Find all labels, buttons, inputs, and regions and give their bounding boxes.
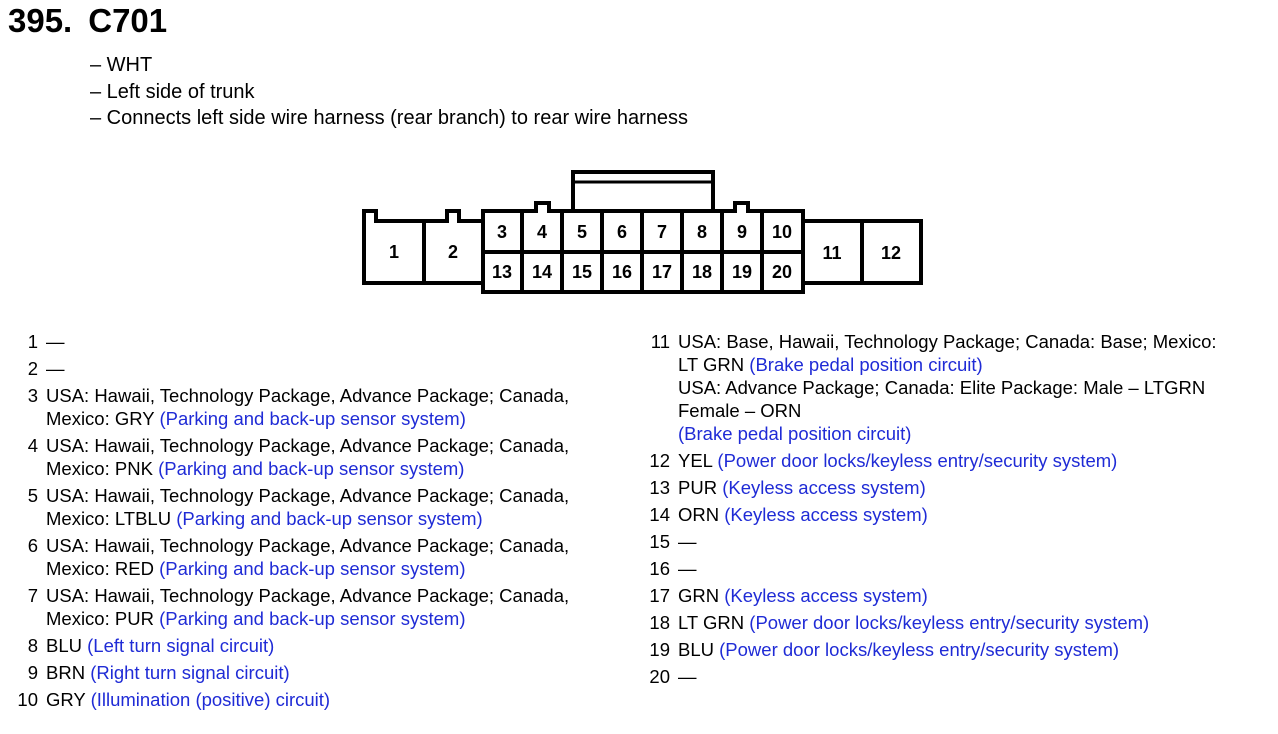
pin-entry-10 [8, 688, 638, 711]
wire-info: — [678, 531, 697, 552]
pin-number: 19 [649, 639, 670, 660]
cavity-8: 8 [696, 222, 708, 242]
wire-info: — [46, 358, 65, 379]
pin-description [678, 611, 1276, 634]
cavity-11: 11 [822, 243, 842, 263]
pin-entry-7 [8, 584, 638, 630]
pin-description [46, 584, 638, 630]
pin-description-line [46, 407, 638, 430]
wire-info: Female – ORN [678, 400, 802, 421]
wire-info: Mexico: GRY [46, 408, 160, 429]
pin-entry-14 [640, 503, 1276, 526]
pin-number: 3 [27, 385, 38, 406]
pin-number: 11 [650, 331, 670, 352]
cavity-6: 6 [616, 222, 628, 242]
pin-description-line [678, 611, 1276, 634]
wire-info: — [46, 331, 65, 352]
pin-description [46, 688, 638, 711]
pin-number: 10 [17, 689, 38, 710]
wire-info: Mexico: LTBLU [46, 508, 177, 529]
pin-list-left [8, 330, 638, 715]
pin-description-line [46, 434, 638, 457]
pin-number: 18 [649, 612, 670, 633]
circuit-name: (Brake pedal position circuit) [678, 423, 912, 444]
wire-info: PUR [678, 477, 723, 498]
pin-description-line [678, 665, 1276, 688]
wire-info: — [678, 558, 697, 579]
pin-description [46, 534, 638, 580]
circuit-name: (Right turn signal circuit) [90, 662, 290, 683]
pin-entry-19 [640, 638, 1276, 661]
circuit-name: (Keyless access system) [724, 585, 928, 606]
cavity-10: 10 [771, 222, 793, 242]
pin-description-line [46, 457, 638, 480]
pin-entry-18 [640, 611, 1276, 634]
connector-id: C701 [88, 2, 168, 39]
pin-number: 13 [649, 477, 670, 498]
pin-description-line [46, 607, 638, 630]
pin-description [46, 434, 638, 480]
circuit-name: (Parking and back-up sensor system) [159, 408, 466, 429]
pin-description-line [678, 530, 1276, 553]
pin-entry-3 [8, 384, 638, 430]
pin-description-line [678, 330, 1276, 353]
pin-description-line [678, 353, 1276, 376]
cavity-2: 2 [447, 242, 459, 262]
pin-entry-8 [8, 634, 638, 657]
pin-description [46, 484, 638, 530]
pin-number: 1 [27, 331, 38, 352]
pin-description-line [46, 534, 638, 557]
pin-number: 17 [649, 585, 670, 606]
pin-description-line [678, 399, 1276, 422]
pin-description-line [678, 503, 1276, 526]
circuit-name: (Keyless access system) [722, 477, 926, 498]
pin-description-line [46, 507, 638, 530]
circuit-name: (Power door locks/keyless entry/security system) [749, 612, 1150, 633]
circuit-name: (Power door locks/keyless entry/security system) [719, 639, 1120, 660]
pin-entry-20 [640, 665, 1276, 688]
circuit-name: (Power door locks/keyless entry/security system) [717, 450, 1118, 471]
pin-description-line [678, 584, 1276, 607]
cavity-20: 20 [771, 262, 793, 282]
wire-info: BRN [46, 662, 91, 683]
pin-description [678, 476, 1276, 499]
wire-info: — [678, 666, 697, 687]
pin-entry-11 [640, 330, 1276, 445]
wire-info: BLU [678, 639, 720, 660]
wire-info: USA: Hawaii, Technology Package, Advance Package; Canada, [46, 535, 570, 556]
pin-entry-16 [640, 557, 1276, 580]
pin-description-line [46, 584, 638, 607]
pin-description-line [46, 357, 638, 380]
pin-description-line [678, 557, 1276, 580]
cavity-13: 13 [491, 262, 513, 282]
pin-description-line [46, 330, 638, 353]
pin-description-line [678, 422, 1276, 445]
circuit-name: (Keyless access system) [724, 504, 928, 525]
pin-entry-12 [640, 449, 1276, 472]
pin-description [46, 661, 638, 684]
pin-number: 8 [27, 635, 38, 656]
cavity-12: 12 [880, 243, 902, 263]
pin-description-line [46, 688, 638, 711]
connector-latch [573, 172, 713, 211]
pin-entry-13 [640, 476, 1276, 499]
wire-info: Mexico: RED [46, 558, 160, 579]
wire-info: USA: Hawaii, Technology Package, Advance Package; Canada, [46, 485, 570, 506]
pin-description-line [678, 376, 1276, 399]
pin-description [678, 584, 1276, 607]
pin-entry-4 [8, 434, 638, 480]
circuit-name: (Left turn signal circuit) [87, 635, 275, 656]
pin-description-line [46, 557, 638, 580]
wire-info: USA: Hawaii, Technology Package, Advance Package; Canada, [46, 435, 570, 456]
cavity-15: 15 [571, 262, 593, 282]
pin-entry-6 [8, 534, 638, 580]
cavity-16: 16 [611, 262, 633, 282]
pin-description [678, 530, 1276, 553]
pin-number: 7 [27, 585, 38, 606]
pin-number: 12 [649, 450, 670, 471]
pin-number: 15 [649, 531, 670, 552]
wire-info: USA: Hawaii, Technology Package, Advance Package; Canada, [46, 385, 570, 406]
pin-description-line [678, 638, 1276, 661]
circuit-name: (Parking and back-up sensor system) [159, 608, 466, 629]
cavity-9: 9 [736, 222, 748, 242]
pin-list-right [640, 330, 1276, 692]
pin-description-line [678, 476, 1276, 499]
circuit-name: (Illumination (positive) circuit) [90, 689, 331, 710]
pin-description-line [46, 484, 638, 507]
wire-info: USA: Base, Hawaii, Technology Package; Canada: Base; Mexico: [678, 331, 1217, 352]
pin-number: 20 [649, 666, 670, 687]
cavity-5: 5 [576, 222, 588, 242]
pin-description [678, 665, 1276, 688]
pin-number: 6 [27, 535, 38, 556]
pin-description [46, 330, 638, 353]
connector-location: – Left side of trunk [90, 80, 255, 103]
cavity-1: 1 [388, 242, 400, 262]
cavity-18: 18 [691, 262, 713, 282]
pin-description [678, 449, 1276, 472]
wire-info: LT GRN [678, 354, 750, 375]
circuit-name: (Parking and back-up sensor system) [158, 458, 465, 479]
wire-info: USA: Hawaii, Technology Package, Advance Package; Canada, [46, 585, 570, 606]
cavity-17: 17 [651, 262, 673, 282]
circuit-name: (Brake pedal position circuit) [749, 354, 983, 375]
pin-description [678, 503, 1276, 526]
pin-entry-2 [8, 357, 638, 380]
pin-number: 2 [27, 358, 38, 379]
pin-entry-15 [640, 530, 1276, 553]
wire-info: YEL [678, 450, 718, 471]
pin-number: 5 [27, 485, 38, 506]
wire-info: BLU [46, 635, 88, 656]
pin-description-line [46, 384, 638, 407]
pin-entry-9 [8, 661, 638, 684]
pin-number: 4 [27, 435, 38, 456]
pin-description-line [678, 449, 1276, 472]
connector-connection: – Connects left side wire harness (rear branch) to rear wire harness [90, 107, 689, 129]
pin-description [678, 557, 1276, 580]
wire-info: ORN [678, 504, 725, 525]
pin-number: 16 [649, 558, 670, 579]
cavity-19: 19 [731, 262, 753, 282]
wire-info: Mexico: PNK [46, 458, 159, 479]
pin-description [46, 384, 638, 430]
pin-description [46, 357, 638, 380]
pin-description-line [46, 634, 638, 657]
pin-description [678, 638, 1276, 661]
cavity-3: 3 [496, 222, 508, 242]
circuit-name: (Parking and back-up sensor system) [176, 508, 483, 529]
pin-entry-1 [8, 330, 638, 353]
connector-color: – WHT [90, 54, 153, 76]
pin-description [678, 330, 1276, 445]
wire-info: LT GRN [678, 612, 750, 633]
connector-diagram [0, 0, 1278, 330]
pin-number: 14 [649, 504, 670, 525]
circuit-name: (Parking and back-up sensor system) [159, 558, 466, 579]
pin-number: 9 [27, 662, 38, 683]
pin-description [46, 634, 638, 657]
wire-info: Mexico: PUR [46, 608, 160, 629]
wire-info: GRY [46, 689, 91, 710]
pin-entry-5 [8, 484, 638, 530]
cavity-14: 14 [531, 262, 553, 282]
wire-info: USA: Advance Package; Canada: Elite Package: Male – LTGRN [678, 377, 1206, 398]
section-number: 395. [8, 2, 73, 39]
cavity-7: 7 [656, 222, 668, 242]
wire-info: GRN [678, 585, 725, 606]
cavity-4: 4 [536, 222, 548, 242]
pin-entry-17 [640, 584, 1276, 607]
pin-description-line [46, 661, 638, 684]
